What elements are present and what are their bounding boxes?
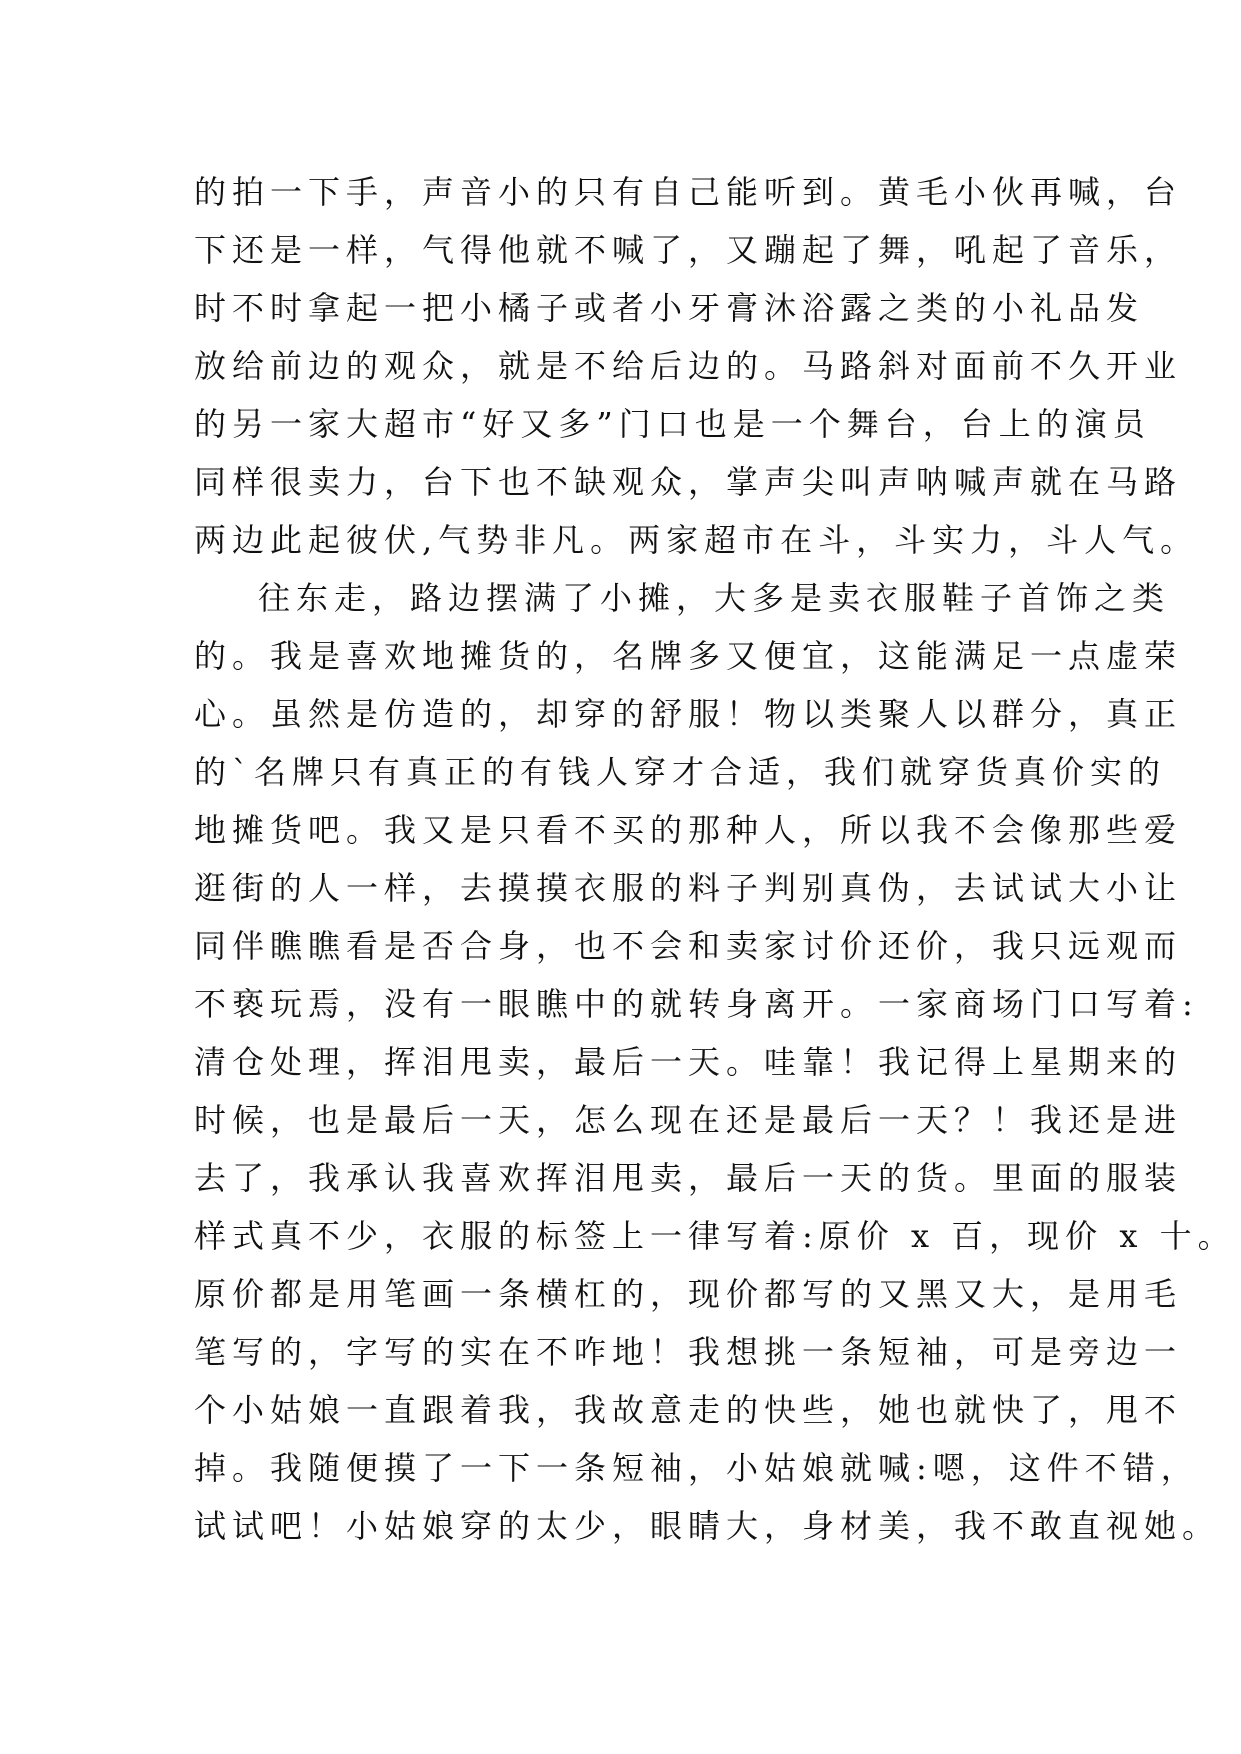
text-line: 清仓处理，挥泪甩卖，最后一天。哇靠！我记得上星期来的	[194, 1043, 1183, 1081]
text-line: 的拍一下手，声音小的只有自己能听到。黄毛小伙再喊，台	[194, 173, 1183, 211]
text-line: 个小姑娘一直跟着我，我故意走的快些，她也就快了，甩不	[194, 1391, 1183, 1429]
text-line: 掉。我随便摸了一下一条短袖，小姑娘就喊:嗯，这件不错，	[194, 1449, 1199, 1487]
text-line: 的。我是喜欢地摊货的，名牌多又便宜，这能满足一点虚荣	[194, 637, 1183, 675]
text-line: 去了，我承认我喜欢挥泪甩卖，最后一天的货。里面的服装	[194, 1159, 1183, 1197]
text-line: 下还是一样，气得他就不喊了，又蹦起了舞，吼起了音乐，	[194, 231, 1183, 269]
text-line: 时候，也是最后一天，怎么现在还是最后一天？！我还是进	[194, 1101, 1183, 1139]
text-line: 两边此起彼伏,气势非凡。两家超市在斗，斗实力，斗人气。	[194, 521, 1199, 559]
paragraph-start-line: 往东走，路边摆满了小摊，大多是卖衣服鞋子首饰之类	[258, 579, 1171, 617]
text-line: 放给前边的观众，就是不给后边的。马路斜对面前不久开业	[194, 347, 1183, 385]
text-line: 样式真不少，衣服的标签上一律写着:原价 x 百，现价 x 十。	[194, 1217, 1236, 1255]
text-line: 试试吧！小姑娘穿的太少，眼睛大，身材美，我不敢直视她。	[194, 1507, 1221, 1545]
text-line: 心。虽然是仿造的，却穿的舒服！物以类聚人以群分，真正	[194, 695, 1183, 733]
text-line: 的`名牌只有真正的有钱人穿才合适，我们就穿货真价实的	[194, 753, 1167, 791]
text-line: 逛街的人一样，去摸摸衣服的料子判别真伪，去试试大小让	[194, 869, 1183, 907]
text-line: 同样很卖力，台下也不缺观众，掌声尖叫声呐喊声就在马路	[194, 463, 1183, 501]
text-line: 不亵玩焉，没有一眼瞧中的就转身离开。一家商场门口写着:	[194, 985, 1199, 1023]
text-line: 时不时拿起一把小橘子或者小牙膏沐浴露之类的小礼品发	[194, 289, 1145, 327]
text-line: 地摊货吧。我又是只看不买的那种人，所以我不会像那些爱	[194, 811, 1183, 849]
text-line: 笔写的，字写的实在不咋地！我想挑一条短袖，可是旁边一	[194, 1333, 1183, 1371]
text-line: 的另一家大超市“好又多”门口也是一个舞台，台上的演员	[194, 405, 1151, 443]
text-line: 同伴瞧瞧看是否合身，也不会和卖家讨价还价，我只远观而	[194, 927, 1183, 965]
text-line: 原价都是用笔画一条横杠的，现价都写的又黑又大，是用毛	[194, 1275, 1183, 1313]
body-text	[194, 163, 1236, 1555]
